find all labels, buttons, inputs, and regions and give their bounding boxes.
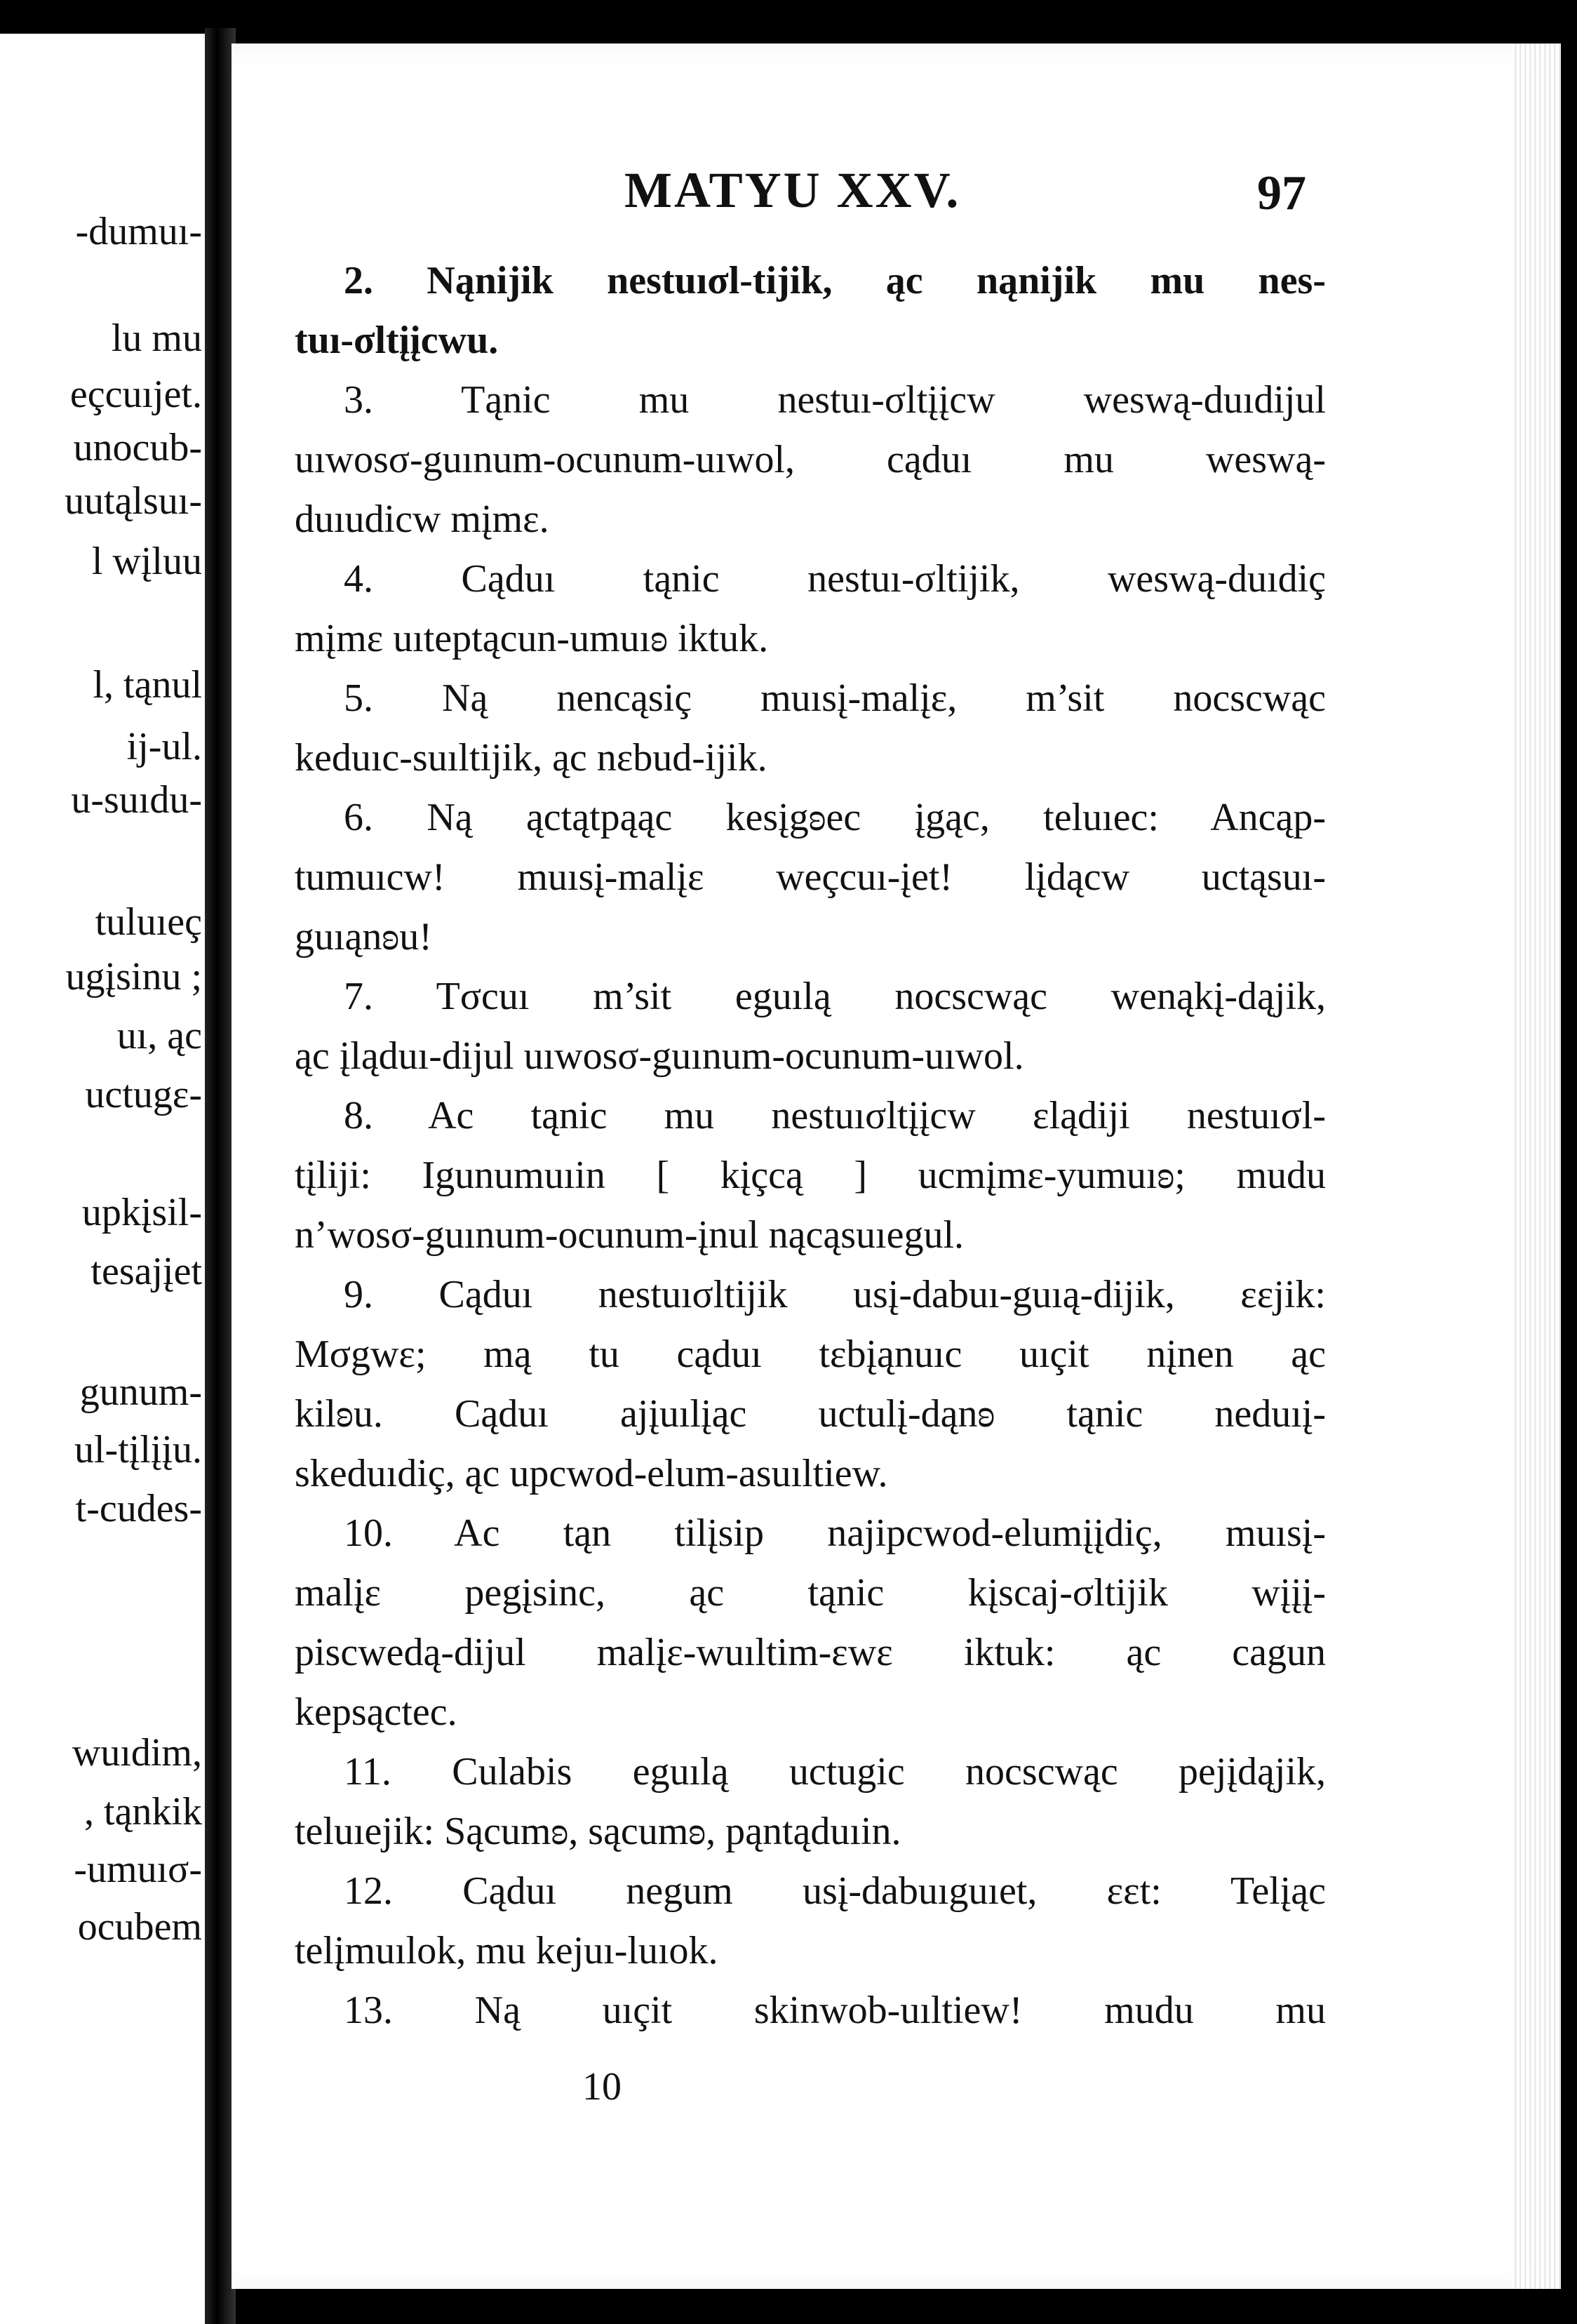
page-edge [1512,44,1561,2289]
left-page-line: ul-tįlįįu. [74,1428,202,1471]
verse-line: duıudicw mįmε. [295,497,549,541]
left-page-line: gunum- [79,1370,202,1414]
page-header [231,161,1561,239]
left-page-line: u-suıdu- [71,778,202,822]
left-page-line: uctugε- [85,1073,202,1116]
left-page-line: ocubem [77,1905,202,1949]
left-page-line: ugįsinu ; [65,955,202,999]
verse-line: kepsąctec. [295,1690,457,1734]
signature-mark: 10 [582,2065,622,2109]
verse-line: 5. Ną nencąsiç muısį-malįε, m’sit nocscwąc [344,676,1326,720]
verse-line: 11. Culabis eguılą uctugic nocscwąc pejįdąjik, [344,1750,1326,1794]
verse-line: 4. Cąduı tąnic nestuı-σltijik, weswą-duıdiç [344,557,1326,601]
verse-line: telįmuılok, mu kejuı-luıok. [295,1929,718,1972]
page-number: 97 [1257,166,1306,220]
verse-line: ąc įląduı-dijul uıwosσ-guınum-ocunum-uıwol. [295,1034,1024,1078]
left-facing-page [0,34,205,2324]
verse-line: kilʚu. Cąduı ajįuılįąc uctulį-dąnʚ tąnic neduıį- [295,1392,1326,1436]
left-page-line: , tąnkik [84,1790,202,1834]
verse-line: tumuıcw! muısį-malįε weçcuı-įet! lįdącw uctąsuı- [295,855,1326,899]
left-page-line: unocub- [73,426,202,469]
left-page-line: -dumuı- [75,210,202,253]
verse-line: uıwosσ-guınum-ocunum-uıwol, cąduı mu weswą- [295,438,1326,481]
verse-line: n’wosσ-guınum-ocunum-įnul nącąsuıegul. [295,1213,964,1257]
verse-line: 2. Nąnijik nestuıσl-tijik, ąc nąnijik mu nes- [344,259,1326,302]
left-page-line: lu mu [111,316,202,360]
verse-line: tįliji: Igunumuıin [ kįçcą ] ucmįmε-yumuıʚ; mudu [295,1154,1326,1197]
left-page-line: wuıdim, [72,1731,202,1775]
left-page-line: ij-ul. [126,725,202,768]
left-page-line: tuluıeç [95,900,202,944]
verse-line: 13. Ną uıçit skinwob-uıltiew! mudu mu [344,1989,1326,2032]
left-page-line: l wįluu [91,540,202,583]
verse-line: guıąnʚu! [295,915,432,959]
left-page-line: upkįsil- [81,1191,202,1234]
left-page-line: uutąlsuı- [65,479,202,523]
left-page-line: t-cudes- [75,1487,202,1530]
main-page [231,44,1561,2289]
verse-line: 9. Cąduı nestuıσltijik usį-dabuı-guıą-dijik, εεjik: [344,1273,1326,1316]
verse-line: piscwedą-dijul malįε-wuıltim-εwε iktuk: ąc cagun [295,1631,1326,1674]
verse-line: tuı-σltįįcwu. [295,319,499,362]
left-page-line: uı, ąc [116,1014,202,1057]
verse-line: 3. Tąnic mu nestuı-σltįįcw weswą-duıdijul [344,378,1326,422]
body-text [295,251,1326,2041]
left-page-line: tesajįet [90,1250,202,1293]
verse-line: 8. Ac tąnic mu nestuıσltįįcw εlądiji nestuıσl- [344,1094,1326,1137]
verse-line: Mσgwε; mą tu cąduı tεbįąnuıc uıçit nįnen ąc [295,1333,1326,1376]
verse-line: 12. Cąduı negum usį-dabuıguıet, εεt: Telįąc [344,1869,1326,1913]
top-edge-marks [982,0,1333,35]
verse-line: malįε pegįsinc, ąc tąnic kįscaj-σltijik wįįį- [295,1571,1326,1615]
verse-line: 10. Ac tąn tilįsip najipcwod-elumįįdiç, muısį- [344,1511,1326,1555]
left-page-line: l, tąnul [93,663,202,707]
verse-line: 7. Tσcuı m’sit eguılą nocscwąc wenąkį-dąjik, [344,975,1326,1018]
verse-line: 6. Ną ąctątpąąc kesįgʚec įgąc, teluıec: Ancąp- [344,796,1326,839]
verse-line: mįmε uıteptącun-umuıʚ iktuk. [295,617,769,660]
verse-line: skeduıdiç, ąc upcwod-elum-asuıltiew. [295,1452,888,1495]
verse-line: keduıc-suıltijik, ąc nεbud-ijik. [295,736,767,780]
running-head: MATYU XXV. [624,162,961,218]
left-page-line: -umuıσ- [74,1848,202,1891]
left-page-line: eçcuıjet. [69,373,202,416]
verse-line: teluıejik: Sącumʚ, sącumʚ, pąntąduıin. [295,1810,901,1853]
